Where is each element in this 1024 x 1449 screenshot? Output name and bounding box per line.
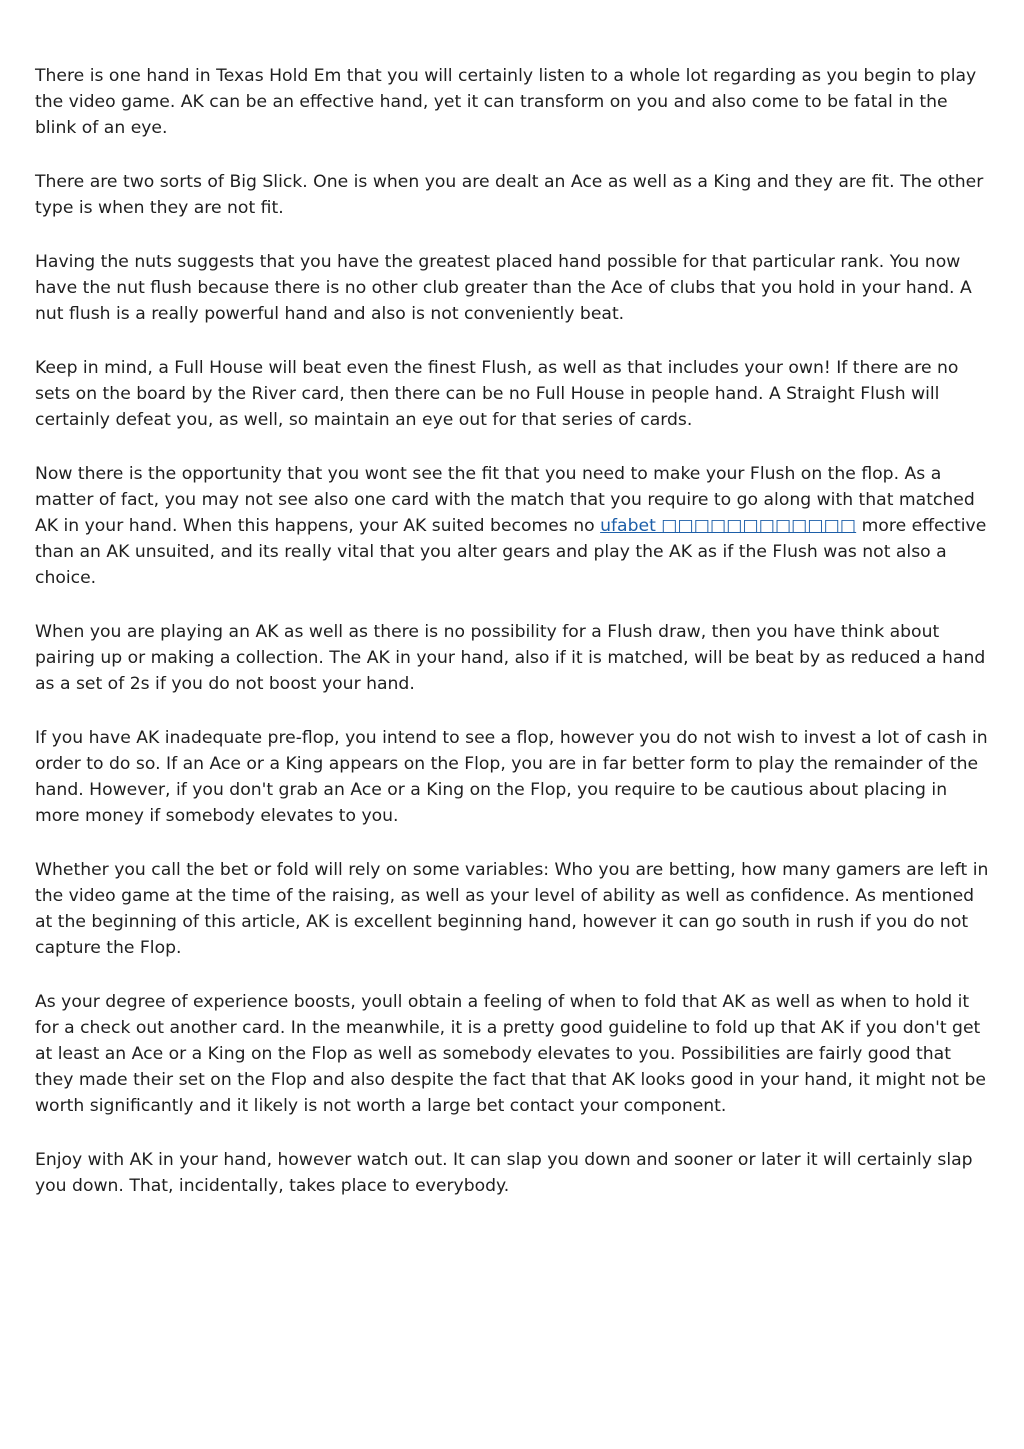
document-body [35, 63, 993, 1227]
paragraph-9: As your degree of experience boosts, youll obtain a feeling of when to fold that AK as well as when to hold it for a check out another card. In the meanwhile, it is a pretty good guideline to fold up that AK if you don't get at least an Ace or a King on the Flop as well as somebody elevates to you. Possibilities are fairly good that they made their set on the Flop and also despite the fact that that AK looks good in your hand, it might not be worth significantly and it likely is not worth a large bet contact your component. [35, 992, 986, 1116]
paragraph-5-text-after: more effective than an AK unsuited, and its really vital that you alter gears and play the AK as if the Flush was not also a choice. [35, 516, 987, 588]
paragraph-1: There is one hand in Texas Hold Em that you will certainly listen to a whole lot regarding as you begin to play the video game. AK can be an effective hand, yet it can transform on you and also come to be fatal in the blink of an eye. [35, 66, 977, 138]
paragraph-6: When you are playing an AK as well as there is no possibility for a Flush draw, then you have think about pairing up or making a collection. The AK in your hand, also if it is matched, will be beat by as reduced a hand as a set of 2s if you do not boost your hand. [35, 622, 986, 694]
paragraph-5-text-before: Now there is the opportunity that you wont see the fit that you need to make your Flush on the flop. As a matter of fact, you may not see also one card with the match that you require to go along with that matched AK in your hand. When this happens, your AK suited becomes no [35, 464, 975, 536]
paragraph-2: There are two sorts of Big Slick. One is when you are dealt an Ace as well as a King and they are fit. The other type is when they are not fit. [35, 172, 984, 218]
paragraph-8: Whether you call the bet or fold will rely on some variables: Who you are betting, how many gamers are left in the video game at the time of the raising, as well as your level of ability as well as confidence. As mentioned at the beginning of this article, AK is excellent beginning hand, however it can go south in rush if you do not capture the Flop. [35, 860, 989, 958]
paragraph-3: Having the nuts suggests that you have the greatest placed hand possible for that particular rank. You now have the nut flush because there is no other club greater than the Ace of clubs that you hold in your hand. A nut flush is a really powerful hand and also is not conveniently beat. [35, 252, 972, 324]
paragraph-7: If you have AK inadequate pre-flop, you intend to see a flop, however you do not wish to invest a lot of cash in order to do so. If an Ace or a King appears on the Flop, you are in far better form to play the remainder of the hand. However, if you don't grab an Ace or a King on the Flop, you require to be cautious about placing in more money if somebody elevates to you. [35, 728, 988, 826]
paragraph-10: Enjoy with AK in your hand, however watch out. It can slap you down and sooner or later it will certainly slap you down. That, incidentally, takes place to everybody. [35, 1150, 973, 1196]
paragraph-5 [35, 461, 993, 591]
ufabet-link[interactable]: ufabet □□□□□□□□□□□□ [600, 516, 857, 536]
paragraph-4: Keep in mind, a Full House will beat even the finest Flush, as well as that includes your own! If there are no sets on the board by the River card, then there can be no Full House in people hand. A Straight Flush will certainly defeat you, as well, so maintain an eye out for that series of cards. [35, 358, 959, 430]
